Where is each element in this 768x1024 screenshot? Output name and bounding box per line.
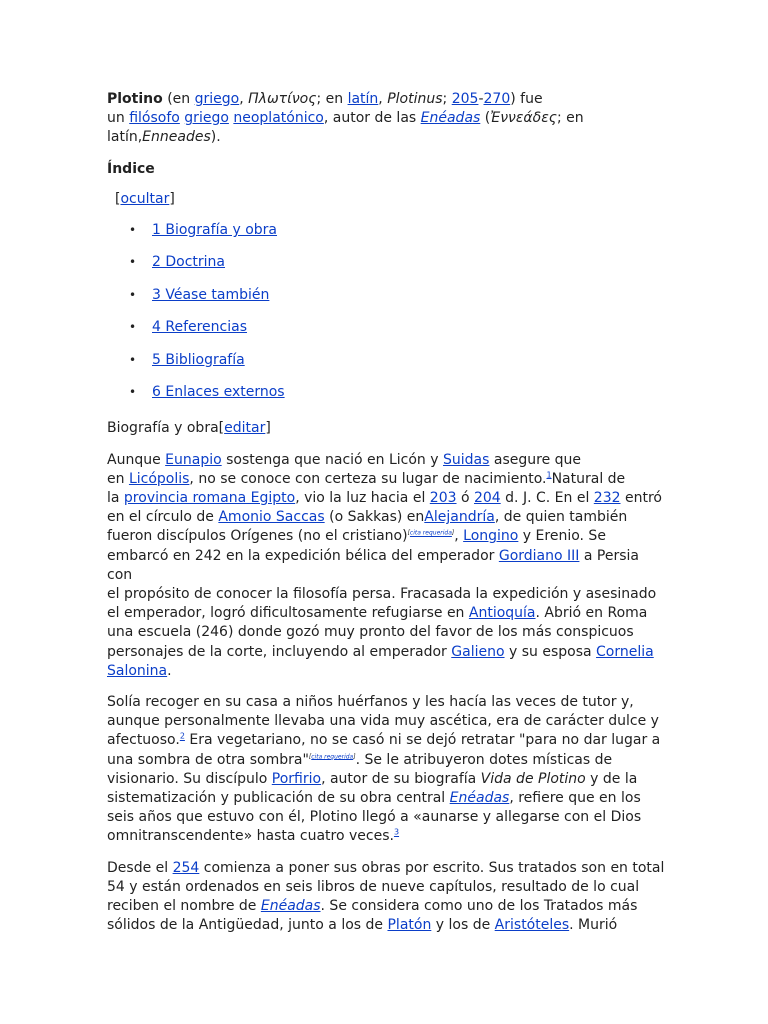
link-salonina[interactable]: Salonina (107, 662, 168, 679)
greek-name: Πλωτίνος (248, 91, 317, 107)
toc-toggle (115, 190, 667, 209)
bracket: [ (218, 420, 225, 437)
text: . Se le atribuyeron dotes místicas de (355, 751, 613, 768)
citation-needed (408, 530, 455, 537)
link-204[interactable]: 204 (473, 489, 501, 506)
text: , de quien también (494, 509, 628, 526)
reference-3[interactable]: 3 (393, 827, 400, 837)
text: (o Sakkas) en (324, 509, 425, 526)
text: ; (442, 91, 452, 107)
text: ; en (556, 110, 584, 127)
text: comienza a poner sus obras por escrito. Sus tratados son en total (199, 859, 665, 876)
text: en el círculo de (107, 509, 219, 526)
text: a Persia con (107, 547, 639, 583)
table-of-contents (107, 160, 667, 416)
text: aunque personalmente llevaba una vida muy ascética, era de carácter dulce y (107, 713, 659, 730)
link-eunapio[interactable]: Eunapio (165, 451, 222, 468)
text: Aunque (107, 451, 166, 468)
link-alejandria[interactable]: Alejandría (424, 509, 495, 526)
link-filosofo[interactable]: filósofo (129, 110, 180, 127)
intro-paragraph (107, 90, 667, 148)
edit-link[interactable]: editar (224, 420, 266, 437)
link-platon[interactable]: Platón (387, 917, 432, 934)
text: en (107, 470, 129, 487)
toc-link-referencias[interactable]: 4 Referencias (152, 319, 248, 336)
text: d. J. C. En el (500, 489, 594, 506)
text: ). (210, 129, 221, 146)
toc-link-enlaces[interactable]: 6 Enlaces externos (152, 383, 285, 400)
text: latín, (107, 129, 143, 146)
text: Solía recoger en su casa a niños huérfanos y les hacía las veces de tutor y, (107, 694, 634, 710)
link-270[interactable]: 270 (483, 91, 511, 107)
bracket: ] (265, 420, 271, 437)
link-amonio-saccas[interactable]: Amonio Saccas (218, 509, 325, 526)
link-254[interactable]: 254 (172, 859, 200, 876)
toc-link-doctrina[interactable]: 2 Doctrina (152, 254, 225, 271)
text: una sombra de otra sombra" (107, 751, 309, 768)
link-203[interactable]: 203 (429, 489, 457, 506)
text: embarcó en 242 en la expedición bélica del emperador (107, 547, 499, 564)
text: asegure que (489, 451, 582, 468)
bullet-icon: • (129, 320, 137, 335)
text: y los de (431, 917, 495, 934)
bracket: ] (451, 529, 455, 537)
text: seis años que estuvo con él, Plotino llegó a «aunarse y allegarse con el Dios (107, 809, 642, 826)
link-gordiano[interactable]: Gordiano III (498, 547, 580, 564)
link-latin[interactable]: latín (347, 91, 379, 107)
toc-link-vease[interactable]: 3 Véase también (152, 286, 270, 303)
text: y Erenio. Se (518, 528, 606, 545)
text: ó (456, 489, 474, 506)
toc-hide-link[interactable]: ocultar (120, 190, 170, 207)
text: sostenga que nació en Licón y (221, 451, 443, 468)
citation-needed-link[interactable]: cita requerida (409, 529, 452, 537)
text: sistematización y publicación de su obra central (107, 790, 450, 807)
bracket: [ (407, 529, 410, 537)
latin-eneadas: Enneades (142, 129, 211, 146)
toc-item (129, 253, 667, 285)
bullet-icon: • (129, 287, 137, 302)
reference-1[interactable]: 1 (546, 470, 552, 480)
greek-eneadas: Ἐννεάδες (490, 110, 557, 127)
text: 54 y están ordenados en seis libros de nueve capítulos, resultado de lo cual (107, 878, 640, 895)
text: una escuela (246) donde gozó muy pronto del favor de los más conspicuos (107, 624, 634, 641)
link-galieno[interactable]: Galieno (451, 643, 505, 660)
citation-needed-link[interactable]: cita requerida (311, 752, 354, 760)
text: Era vegetariano, no se casó ni se dejó retratar "para no dar lugar a (184, 732, 661, 749)
reference-2[interactable]: 2 (179, 731, 185, 741)
link-suidas[interactable]: Suidas (443, 451, 490, 468)
link-205[interactable]: 205 (451, 91, 479, 107)
paragraph-1 (107, 451, 667, 681)
section-heading (107, 419, 667, 438)
link-cornelia[interactable]: Cornelia (596, 643, 654, 660)
text: . Murió (569, 917, 618, 934)
link-aristoteles[interactable]: Aristóteles (494, 917, 570, 934)
text: , no se conoce con certeza su lugar de nacimiento. (189, 470, 547, 487)
text: sólidos de la Antigüedad, junto a los de (107, 917, 388, 934)
book-title: Vida de Plotino (480, 770, 586, 787)
link-licopolis[interactable]: Licópolis (128, 470, 190, 487)
text: , vio la luz hacia el (295, 489, 430, 506)
toc-title: Índice (107, 160, 155, 177)
text: Natural de (551, 470, 626, 487)
text: omnitranscendente» hasta cuatro veces. (107, 828, 394, 845)
toc-link-biografia[interactable]: 1 Biografía y obra (152, 222, 278, 239)
toc-list (107, 221, 667, 415)
bracket: ] (169, 190, 175, 207)
link-eneadas-2[interactable]: Enéadas (449, 790, 510, 807)
text: afectuoso. (107, 732, 180, 749)
text: , (454, 528, 464, 545)
text: (en (162, 91, 195, 107)
text: ( (480, 110, 491, 127)
link-porfirio[interactable]: Porfirio (271, 770, 322, 787)
toc-item (129, 383, 667, 415)
text: la (107, 489, 124, 506)
link-provincia-egipto[interactable]: provincia romana Egipto (123, 489, 296, 506)
text: ) fue (510, 91, 543, 107)
bullet-icon: • (129, 223, 137, 238)
text: . Se considera como uno de los Tratados más (320, 898, 638, 915)
bracket: [ (115, 190, 121, 207)
toc-item (129, 351, 667, 383)
text: el propósito de conocer la filosofía persa. Fracasada la expedición y asesinado (107, 585, 657, 602)
text: . Abrió en Roma (535, 605, 648, 622)
citation-needed (309, 753, 356, 760)
text: y de la (585, 770, 638, 787)
text: el emperador, logró dificultosamente refugiarse en (107, 605, 469, 622)
bracket: ] (353, 752, 356, 760)
text: reciben el nombre de (107, 898, 261, 915)
bracket: [ (308, 752, 312, 760)
link-232[interactable]: 232 (593, 489, 621, 506)
article (107, 90, 667, 947)
article-subject: Plotino (107, 91, 163, 107)
text: personajes de la corte, incluyendo al emperador (107, 643, 452, 660)
text: un (107, 110, 130, 127)
link-griego-2[interactable]: griego (184, 110, 229, 127)
link-longino[interactable]: Longino (463, 528, 519, 545)
link-eneadas-3[interactable]: Enéadas (260, 898, 321, 915)
toc-link-bibliografia[interactable]: 5 Bibliografía (152, 351, 245, 368)
text: , (239, 91, 249, 107)
link-griego[interactable]: griego (194, 91, 240, 107)
paragraph-2 (107, 693, 667, 847)
text: , autor de su biografía (321, 770, 481, 787)
toc-item (129, 221, 667, 253)
section-title: Biografía y obra (107, 420, 219, 437)
text: Desde el (107, 859, 173, 876)
text: ; en (316, 91, 348, 107)
text: visionario. Su discípulo (107, 770, 272, 787)
bullet-icon: • (129, 384, 137, 399)
link-neoplatonico[interactable]: neoplatónico (233, 110, 324, 127)
bullet-icon: • (129, 352, 137, 367)
toc-item (129, 318, 667, 350)
toc-item (129, 286, 667, 318)
paragraph-3 (107, 859, 667, 936)
text: , (378, 91, 388, 107)
text: - (478, 91, 484, 107)
text: entró (620, 489, 662, 506)
text: fueron discípulos Orígenes (no el cristiano) (107, 528, 408, 545)
text: , refiere que en los (509, 790, 641, 807)
latin-name: Plotinus (387, 91, 443, 107)
link-antioquia[interactable]: Antioquía (468, 605, 536, 622)
bullet-icon: • (129, 255, 137, 270)
text: y su esposa (504, 643, 597, 660)
link-eneadas[interactable]: Enéadas (420, 110, 481, 127)
text: . (167, 662, 172, 679)
text: , autor de las (323, 110, 421, 127)
